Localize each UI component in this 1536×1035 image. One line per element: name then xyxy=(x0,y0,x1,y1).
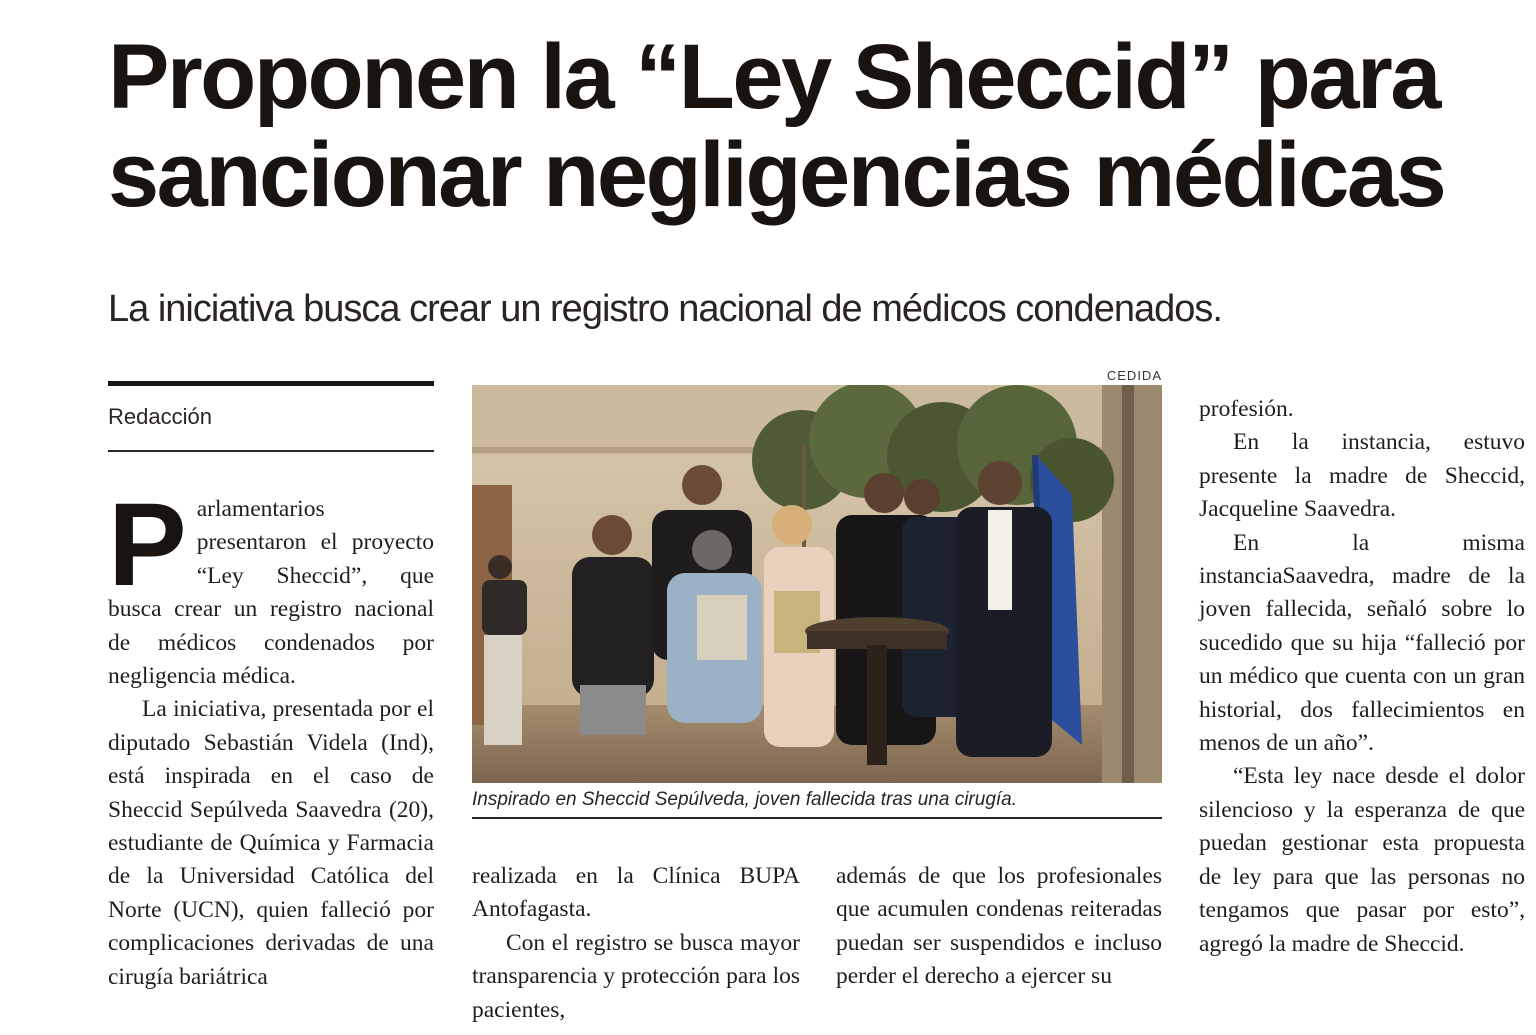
subheadline: La iniciativa busca crear un registro nacional de médicos condenados. xyxy=(108,288,1222,330)
article-column-2 xyxy=(472,860,800,1027)
headline-line-1: Proponen la “Ley Sheccid” para xyxy=(108,26,1439,128)
column-1-paragraph-1-text: arlamentarios presentaron el proyecto “Ley Sheccid”, que busca crear un registro nacional de médicos condenados por negligencia médica. xyxy=(108,496,434,690)
column-2-paragraph-1: realizada en la Clínica BUPA Antofagasta. xyxy=(472,863,800,923)
drop-cap: P xyxy=(108,479,187,611)
caption-rule xyxy=(472,817,1162,819)
article-column-4 xyxy=(1199,393,1525,961)
photo-caption: Inspirado en Sheccid Sepúlveda, joven fallecida tras una cirugía. xyxy=(472,789,1018,810)
article-column-1 xyxy=(108,479,434,994)
column-4-paragraph-3: En la misma instanciaSaavedra, madre de la joven fallecida, señaló sobre lo sucedido que su hija “falleció por un médico que cuenta con un gran historial, dos fallecimientos en menos de un año”. xyxy=(1199,529,1525,757)
press-conference-photo xyxy=(472,385,1162,783)
photo-credit: CEDIDA xyxy=(1106,368,1162,383)
column-4-paragraph-4: “Esta ley nace desde el dolor silencioso y la esperanza de que puedan gestionar esta propuesta de ley para que las personas no tengamos que pasar por esto”, agregó la madre de Sheccid. xyxy=(1199,763,1525,957)
article-column-3 xyxy=(836,860,1162,994)
column-1-paragraph-1 xyxy=(108,479,434,693)
article-photo xyxy=(472,385,1162,783)
column-4-paragraph-2: En la instancia, estuvo presente la madre de Sheccid, Jacqueline Saavedra. xyxy=(1199,429,1525,523)
byline-bottom-rule xyxy=(108,450,434,452)
column-1-paragraph-2: La iniciativa, presentada por el diputado Sebastián Videla (Ind), está inspirada en el caso de Sheccid Sepúlveda Saavedra (20), estudiante de Química y Farmacia de la Universidad Católica del Norte (UCN), quien falleció por complicaciones derivadas de una cirugía bariátrica xyxy=(108,696,434,990)
headline-line-2: sancionar negligencias médicas xyxy=(108,124,1445,226)
byline: Redacción xyxy=(108,404,212,429)
byline-top-rule xyxy=(108,381,434,386)
column-4-paragraph-1: profesión. xyxy=(1199,396,1294,422)
column-2-paragraph-2: Con el registro se busca mayor transparencia y protección para los pacientes, xyxy=(472,929,800,1023)
headline xyxy=(108,28,1508,224)
column-3-paragraph-1: además de que los profesionales que acumulen condenas reiteradas puedan ser suspendidos e incluso perder el derecho a ejercer su xyxy=(836,863,1162,990)
